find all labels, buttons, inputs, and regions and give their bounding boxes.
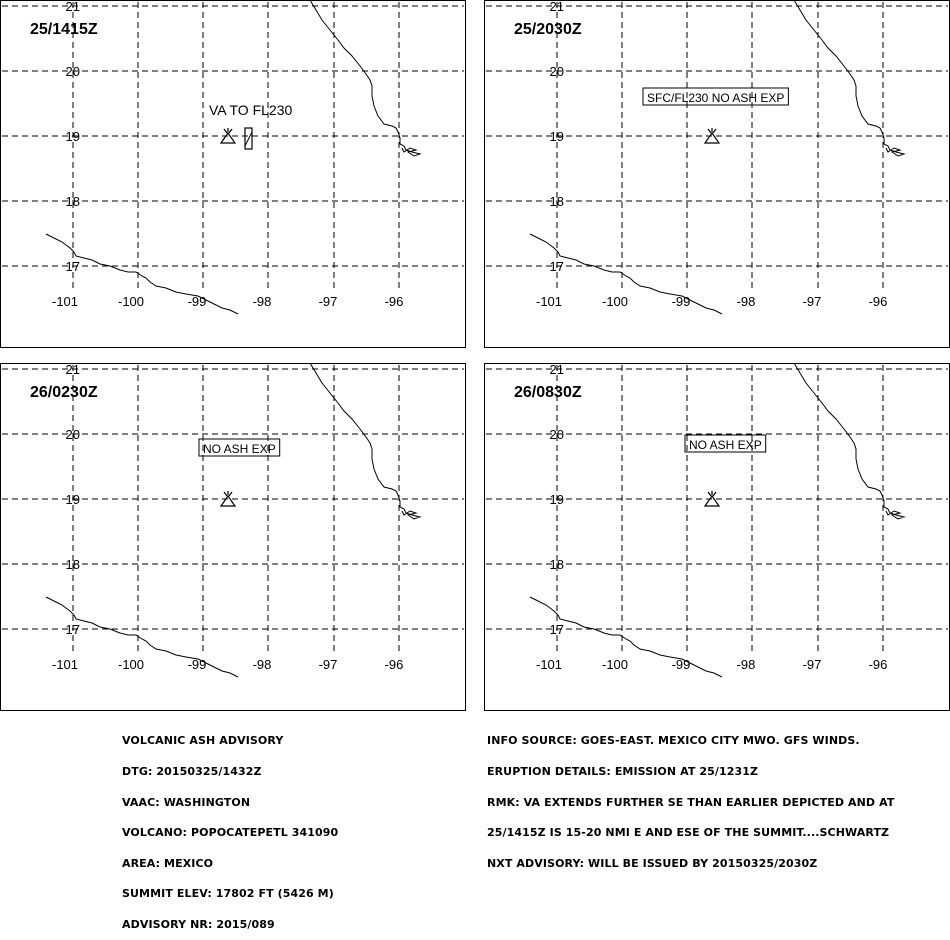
latitude-label: 21 xyxy=(549,362,564,377)
latitude-label: 19 xyxy=(65,129,80,144)
longitude-label: -97 xyxy=(802,294,822,309)
longitude-label: -100 xyxy=(601,294,629,309)
longitude-label: -96 xyxy=(384,657,404,672)
annotation-text: NO ASH EXP xyxy=(203,442,276,456)
latitude-label: 17 xyxy=(65,622,80,637)
latitude-label: 21 xyxy=(65,362,80,377)
longitude-label: -100 xyxy=(601,657,629,672)
latitude-label: 20 xyxy=(549,64,564,79)
map-panel xyxy=(485,362,950,711)
map-panel xyxy=(485,0,950,348)
annotation-text: NO ASH EXP xyxy=(689,438,762,452)
longitude-label: -100 xyxy=(117,657,145,672)
latitude-label: 17 xyxy=(549,622,564,637)
longitude-label: -99 xyxy=(671,657,691,672)
forecast-time-label: 25/1415Z xyxy=(30,21,98,38)
longitude-label: -101 xyxy=(51,294,79,309)
longitude-label: -101 xyxy=(535,657,563,672)
longitude-label: -96 xyxy=(868,657,888,672)
footer-left-line: VAAC: WASHINGTON xyxy=(122,795,251,809)
forecast-time-label: 26/0830Z xyxy=(514,384,582,401)
latitude-label: 21 xyxy=(65,0,80,14)
annotation-text: VA TO FL230 xyxy=(209,102,293,118)
longitude-label: -97 xyxy=(318,294,338,309)
longitude-label: -101 xyxy=(51,657,79,672)
footer-left-line: ADVISORY NR: 2015/089 xyxy=(122,918,275,932)
footer-left-line: AREA: MEXICO xyxy=(122,856,214,870)
latitude-label: 19 xyxy=(65,492,80,507)
footer-right-line: ERUPTION DETAILS: EMISSION AT 25/1231Z xyxy=(487,765,759,779)
latitude-label: 20 xyxy=(65,64,80,79)
longitude-label: -96 xyxy=(384,294,404,309)
advisory-footer-right xyxy=(487,716,894,879)
longitude-label: -98 xyxy=(252,657,272,672)
footer-left-line: VOLCANO: POPOCATEPETL 341090 xyxy=(122,826,339,840)
longitude-label: -99 xyxy=(187,657,207,672)
footer-right-line: RMK: VA EXTENDS FURTHER SE THAN EARLIER DEPICTED AND AT xyxy=(487,795,895,809)
map-panel xyxy=(1,0,466,348)
footer-left-line: DTG: 20150325/1432Z xyxy=(122,765,262,779)
annotation-text: SFC/FL230 NO ASH EXP xyxy=(647,91,785,105)
latitude-label: 18 xyxy=(549,194,564,209)
latitude-label: 17 xyxy=(65,259,80,274)
footer-right-line: INFO SOURCE: GOES-EAST. MEXICO CITY MWO. GFS WINDS. xyxy=(487,734,860,748)
longitude-label: -100 xyxy=(117,294,145,309)
forecast-time-label: 25/2030Z xyxy=(514,21,582,38)
latitude-label: 20 xyxy=(65,427,80,442)
footer-left-line: VOLCANIC ASH ADVISORY xyxy=(122,734,284,748)
latitude-label: 19 xyxy=(549,129,564,144)
latitude-label: 18 xyxy=(65,194,80,209)
latitude-label: 17 xyxy=(549,259,564,274)
longitude-label: -97 xyxy=(318,657,338,672)
longitude-label: -97 xyxy=(802,657,822,672)
footer-right-line: NXT ADVISORY: WILL BE ISSUED BY 20150325/2030Z xyxy=(487,856,818,870)
footer-left-line: SUMMIT ELEV: 17802 FT (5426 M) xyxy=(122,887,334,901)
latitude-label: 20 xyxy=(549,427,564,442)
latitude-label: 21 xyxy=(549,0,564,14)
forecast-time-label: 26/0230Z xyxy=(30,384,98,401)
advisory-footer-left xyxy=(122,716,338,940)
map-panel xyxy=(1,362,466,711)
latitude-label: 18 xyxy=(65,557,80,572)
longitude-label: -99 xyxy=(187,294,207,309)
longitude-label: -98 xyxy=(736,657,756,672)
longitude-label: -98 xyxy=(252,294,272,309)
latitude-label: 18 xyxy=(549,557,564,572)
longitude-label: -101 xyxy=(535,294,563,309)
latitude-label: 19 xyxy=(549,492,564,507)
longitude-label: -98 xyxy=(736,294,756,309)
longitude-label: -99 xyxy=(671,294,691,309)
footer-right-line: 25/1415Z IS 15-20 NMI E AND ESE OF THE SUMMIT....SCHWARTZ xyxy=(487,826,890,840)
longitude-label: -96 xyxy=(868,294,888,309)
